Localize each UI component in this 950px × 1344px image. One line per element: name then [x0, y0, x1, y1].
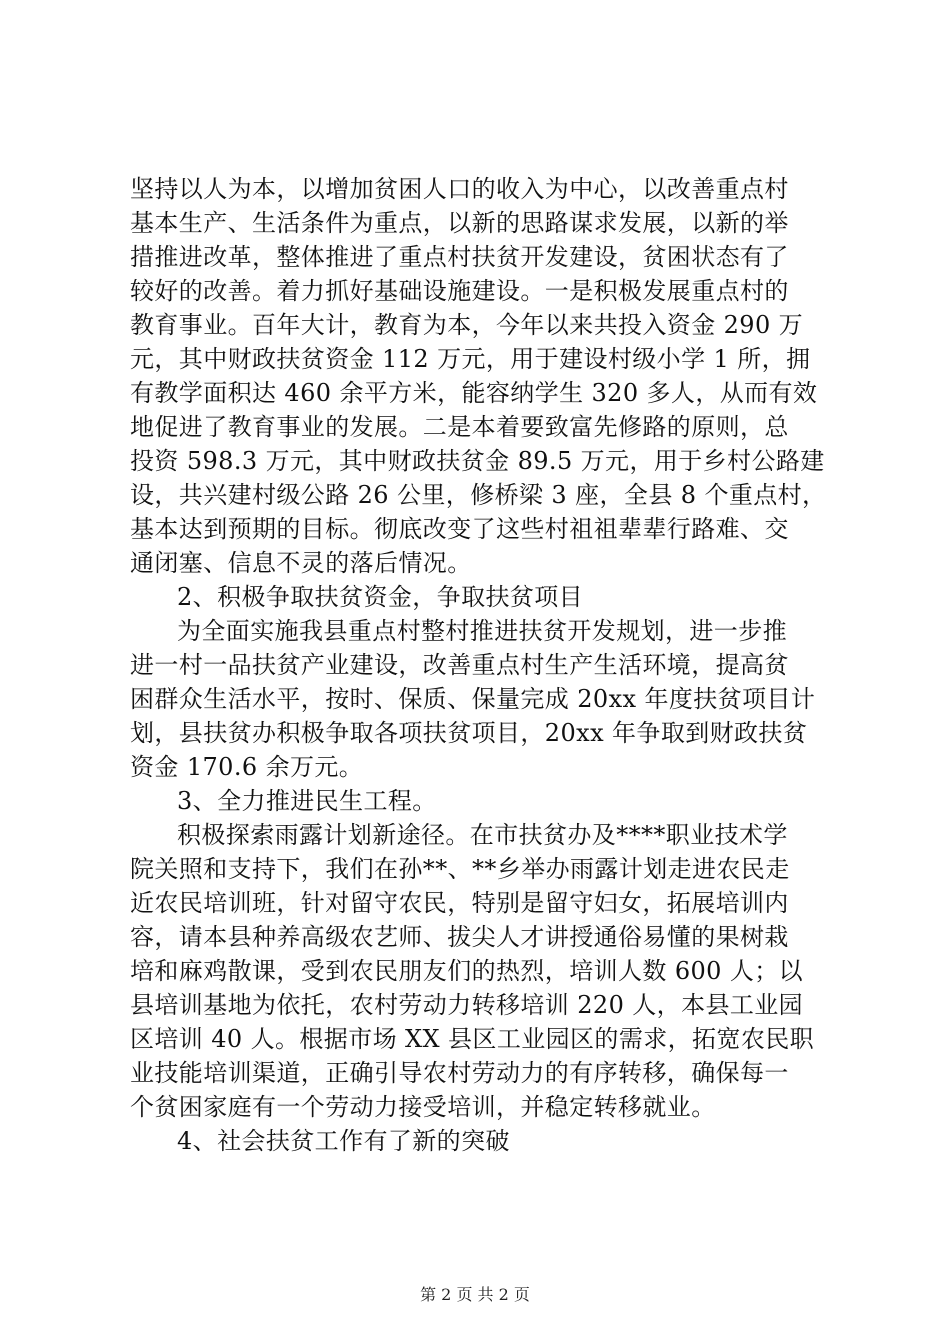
body-text-line: 进一村一品扶贫产业建设，改善重点村生产生活环境，提高贫 — [130, 651, 789, 679]
body-text-line: 教育事业。百年大计，教育为本，今年以来共投入资金 290 万 — [130, 311, 804, 339]
body-text-line: 院关照和支持下，我们在孙**、**乡举办雨露计划走进农民走 — [130, 855, 790, 883]
section-heading: 2、积极争取扶贫资金，争取扶贫项目 — [177, 583, 584, 611]
body-text-line: 容，请本县种养高级农艺师、拔尖人才讲授通俗易懂的果树栽 — [130, 923, 789, 951]
body-text-line: 较好的改善。着力抓好基础设施建设。一是积极发展重点村的 — [130, 277, 789, 305]
body-text-line: 县培训基地为依托，农村劳动力转移培训 220 人，本县工业园 — [130, 991, 804, 1019]
body-text-line: 投资 598.3 万元，其中财政扶贫金 89.5 万元，用于乡村公路建 — [130, 447, 825, 475]
body-text-line: 措推进改革，整体推进了重点村扶贫开发建设，贫困状态有了 — [130, 243, 789, 271]
body-text-line: 业技能培训渠道，正确引导农村劳动力的有序转移，确保每一 — [130, 1059, 789, 1087]
body-text-line: 区培训 40 人。根据市场 XX 县区工业园区的需求，拓宽农民职 — [130, 1025, 815, 1053]
body-text-line: 地促进了教育事业的发展。二是本着要致富先修路的原则，总 — [130, 413, 789, 441]
body-text-line: 积极探索雨露计划新途径。在市扶贫办及****职业技术学 — [177, 821, 788, 849]
body-text-line: 近农民培训班，针对留守农民，特别是留守妇女，拓展培训内 — [130, 889, 789, 917]
body-text-line: 划，县扶贫办积极争取各项扶贫项目，20xx 年争取到财政扶贫 — [130, 719, 808, 747]
body-text-line: 有教学面积达 460 余平方米，能容纳学生 320 多人，从而有效 — [130, 379, 818, 407]
section-heading: 4、社会扶贫工作有了新的突破 — [177, 1127, 510, 1155]
body-text-line: 设，共兴建村级公路 26 公里，修桥梁 3 座，全县 8 个重点村， — [130, 481, 827, 509]
body-text-line: 资金 170.6 余万元。 — [130, 753, 364, 781]
body-text-line: 元，其中财政扶贫资金 112 万元，用于建设村级小学 1 所，拥 — [130, 345, 811, 373]
body-text-line: 为全面实施我县重点村整村推进扶贫开发规划，进一步推 — [177, 617, 787, 645]
body-text-line: 培和麻鸡散课，受到农民朋友们的热烈，培训人数 600 人；以 — [130, 957, 804, 985]
page-number-footer: 第 2 页 共 2 页 — [420, 1285, 530, 1304]
body-text-line: 坚持以人为本，以增加贫困人口的收入为中心，以改善重点村 — [130, 175, 789, 203]
body-text-line: 通闭塞、信息不灵的落后情况。 — [130, 549, 472, 577]
section-heading: 3、全力推进民生工程。 — [177, 787, 437, 815]
body-text-line: 困群众生活水平，按时、保质、保量完成 20xx 年度扶贫项目计 — [130, 685, 816, 713]
body-text-line: 基本达到预期的目标。彻底改变了这些村祖祖辈辈行路难、交 — [130, 515, 789, 543]
body-text-line: 基本生产、生活条件为重点，以新的思路谋求发展，以新的举 — [130, 209, 789, 237]
body-text-line: 个贫困家庭有一个劳动力接受培训，并稳定转移就业。 — [130, 1093, 716, 1121]
